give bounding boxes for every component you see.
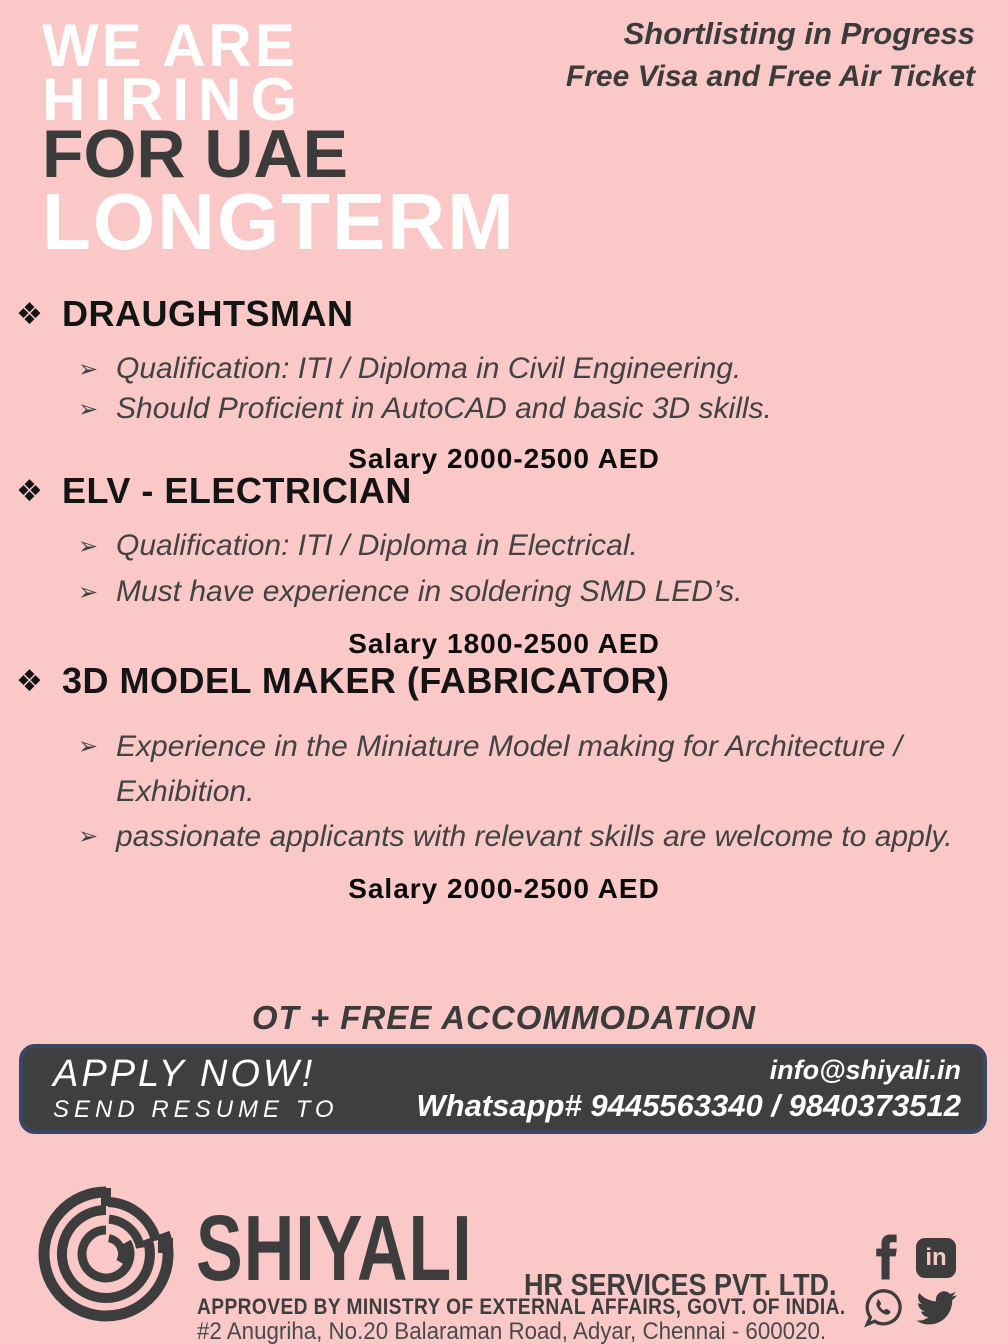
bullet-text: Qualification: ITI / Diploma in Electrical. [116,529,638,562]
job-title-row [0,470,1008,512]
ot-free-accommodation-line: OT + FREE ACCOMMODATION [251,999,757,1036]
heading-line-longterm: LONGTERM [42,177,516,266]
job-title: ELV - ELECTRICIAN [62,470,412,511]
bullet-text: Should Proficient in AutoCAD and basic 3D skills. [116,392,772,425]
linkedin-icon [916,1238,956,1278]
bullet-item [78,526,978,566]
arrow-bullet-icon: ➢ [78,822,99,850]
job-section-elv-electrician [0,470,1008,660]
heading-line-we-are: WE ARE [42,12,298,79]
salary-line: Salary 2000-2500 AED [348,443,660,474]
brand-suffix: HR SERVICES PVT. LTD. [524,1268,837,1302]
arrow-bullet-icon: ➢ [78,532,99,560]
contact-whatsapp: Whatsapp# 9445563340 / 9840373512 [416,1087,961,1123]
bullet-item [78,572,978,612]
bullet-text: Qualification: ITI / Diploma in Civil Engineering. [116,352,742,385]
job-title-row [0,293,1008,335]
job-title: DRAUGHTSMAN [62,293,354,334]
arrow-bullet-icon: ➢ [78,732,99,760]
job-title-row [0,660,1008,702]
twitter-icon [914,1290,958,1328]
apply-now-label: APPLY NOW! [53,1052,316,1095]
job-bullets [78,526,978,612]
address-line: #2 Anugriha, No.20 Balaraman Road, Adyar, Chennai - 600020. [197,1318,827,1344]
send-resume-label: SEND RESUME TO [53,1095,339,1123]
heading-line-for-uae: FOR UAE [42,116,348,192]
bullet-item [78,389,978,429]
apply-now-banner [19,1044,987,1134]
diamond-bullet-icon: ❖ [16,296,43,332]
whatsapp-icon [862,1286,906,1330]
contact-email: info@shiyali.in [769,1055,961,1086]
arrow-bullet-icon: ➢ [78,355,99,383]
job-bullets [78,349,978,429]
salary-line: Salary 1800-2500 AED [348,628,660,659]
job-bullets [78,724,978,859]
promo-shortlisting: Shortlisting in Progress [623,16,975,51]
job-title: 3D MODEL MAKER (FABRICATOR) [62,660,670,701]
bullet-text: passionate applicants with relevant skills are welcome to apply. [116,820,953,853]
linkedin-glyph: in [925,1244,947,1271]
diamond-bullet-icon: ❖ [16,473,43,509]
job-section-3d-model-maker [0,660,1008,905]
arrow-bullet-icon: ➢ [78,395,99,423]
diamond-bullet-icon: ❖ [16,663,43,699]
bullet-text: Experience in the Miniature Model making for Architecture / Exhibition. [116,730,902,808]
facebook-icon [872,1234,902,1280]
job-section-draughtsman [0,293,1008,475]
salary-line: Salary 2000-2500 AED [348,873,660,904]
arrow-bullet-icon: ➢ [78,578,99,606]
bullet-item [78,724,978,814]
bullet-item [78,349,978,389]
approved-line: APPROVED BY MINISTRY OF EXTERNAL AFFAIRS, GOVT. OF INDIA. [197,1294,846,1319]
apply-left-block [23,1054,339,1125]
bullet-item [78,814,978,859]
heading-line-hiring: HIRING [42,66,306,133]
apply-contact-block [416,1054,983,1124]
brand-name: SHIYALI [196,1196,473,1300]
promo-free-visa: Free Visa and Free Air Ticket [565,60,975,93]
shiyali-logo-icon [26,1172,186,1340]
bullet-text: Must have experience in soldering SMD LED’s. [116,575,743,608]
